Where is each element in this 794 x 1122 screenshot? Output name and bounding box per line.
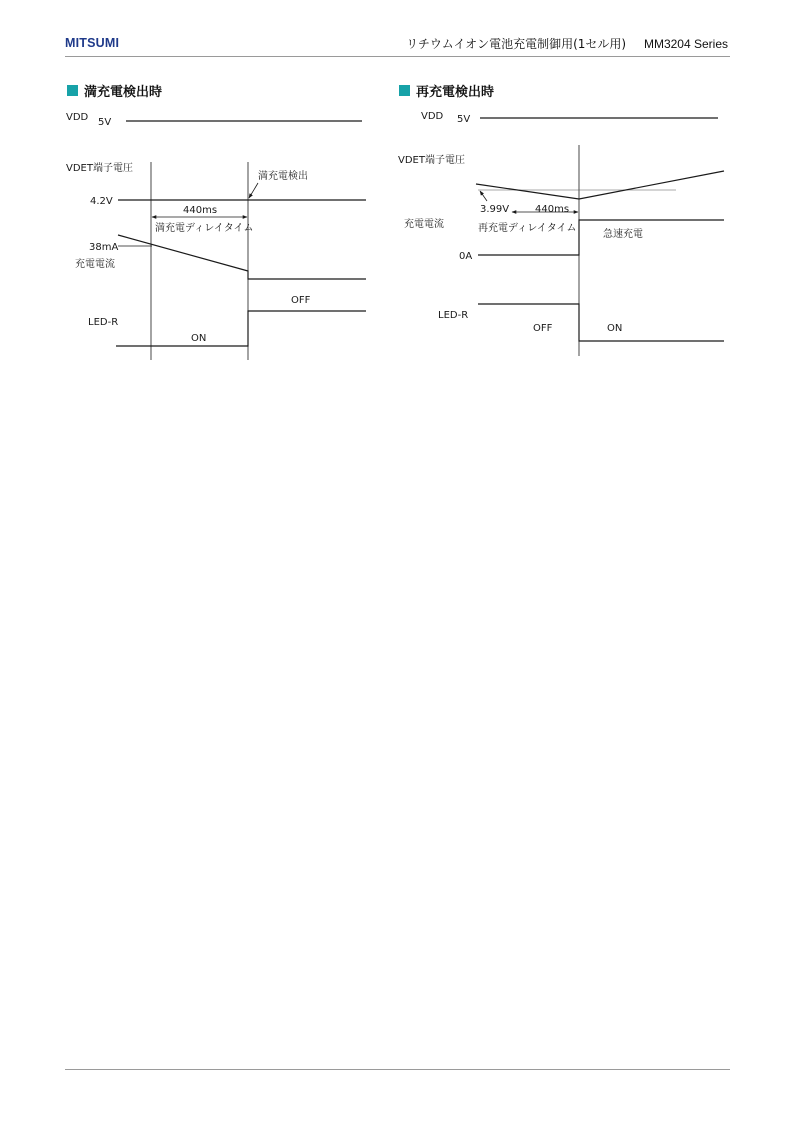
delay-time-label: 440ms <box>535 204 570 215</box>
vdet-value: 4.2V <box>90 196 113 207</box>
fast-charge-label: 急速充電 <box>603 229 643 240</box>
current-value: 38mA <box>89 242 119 253</box>
delay-time-label: 440ms <box>183 205 218 216</box>
full-charge-timing-diagram <box>116 121 366 360</box>
off-label: OFF <box>291 295 311 306</box>
vdet-label: VDET端子電圧 <box>398 155 465 166</box>
vdet-voltage-trace <box>476 171 724 199</box>
current-label: 充電電流 <box>75 259 115 270</box>
current-label: 充電電流 <box>404 219 444 230</box>
document-title: リチウムイオン電池充電制御用(1セル用) <box>406 37 627 51</box>
led-r-trace <box>478 304 724 341</box>
led-r-trace <box>116 311 366 346</box>
off-label: OFF <box>533 323 553 334</box>
on-label: ON <box>607 323 623 334</box>
delay-label: 再充電ディレイタイム <box>478 223 577 234</box>
full-charge-labels <box>66 112 311 344</box>
vdd-value: 5V <box>98 117 112 128</box>
vdet-label: VDET端子電圧 <box>66 163 133 174</box>
vdet-value: 3.99V <box>480 204 510 215</box>
vdd-value: 5V <box>457 114 471 125</box>
led-r-label: LED-R <box>88 317 119 328</box>
recharge-labels <box>398 111 643 334</box>
led-r-label: LED-R <box>438 310 469 321</box>
vdd-label: VDD <box>421 111 444 122</box>
detect-label: 満充電検出 <box>258 171 308 182</box>
recharge-timing-diagram <box>476 118 724 356</box>
company-logo: MITSUMI <box>65 36 120 50</box>
section-title: 再充電検出時 <box>416 85 495 100</box>
charge-current-trace <box>118 235 366 279</box>
vdd-label: VDD <box>66 112 89 123</box>
product-series: MM3204 Series <box>643 37 728 51</box>
on-label: ON <box>191 333 207 344</box>
detect-pointer <box>249 183 258 198</box>
threshold-pointer <box>480 191 487 201</box>
zero-current-label: 0A <box>459 251 473 262</box>
section-title: 満充電検出時 <box>84 85 163 100</box>
delay-label: 満充電ディレイタイム <box>155 223 254 234</box>
